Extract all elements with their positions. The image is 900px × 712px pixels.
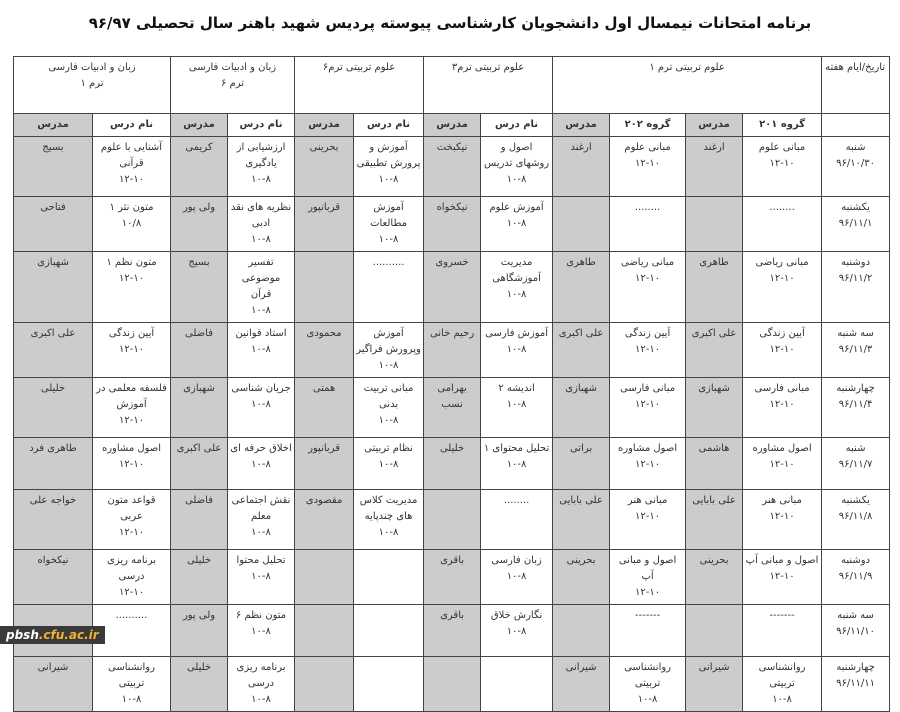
table-row — [14, 378, 890, 438]
exam-time: ۱۰-۸ — [506, 174, 527, 185]
teacher-cell — [424, 490, 481, 550]
exam-date: ۹۶/۱۱/۱ — [838, 218, 873, 229]
course-name: اخلاق حرفه ای — [230, 443, 292, 454]
course-cell — [481, 438, 553, 490]
course-name: اصول و روشهای تدریس — [484, 142, 550, 169]
course-name: اصول مشاوره — [101, 443, 162, 454]
course-cell — [481, 252, 553, 323]
teacher-cell: کریمی — [171, 137, 228, 197]
exam-time: ۱۲-۱۰ — [769, 399, 795, 410]
exam-time: ۱۰-۸ — [378, 174, 399, 185]
course-cell — [354, 252, 424, 323]
exam-time: ۱۰/۸ — [121, 218, 142, 229]
day-date-cell — [822, 490, 890, 550]
course-name: مبانی ریاضی — [755, 257, 809, 268]
course-name: تحلیل محتوای ۱ — [483, 443, 550, 454]
table-row — [14, 438, 890, 490]
group-label: زبان و ادبیات فارسی — [188, 62, 277, 73]
teacher-cell: علی اکبری — [686, 323, 743, 378]
course-cell — [93, 252, 171, 323]
course-cell — [481, 137, 553, 197]
course-name: مبانی ریاضی — [620, 257, 675, 268]
corner-label: تاریخ/ایام هفته — [822, 57, 890, 114]
teacher-cell: خلیلی — [171, 550, 228, 605]
exam-date: ۹۶/۱۱/۲ — [838, 273, 873, 284]
teacher-cell: فاضلی — [171, 490, 228, 550]
exam-time: ۱۲-۱۰ — [635, 273, 661, 284]
course-cell — [93, 438, 171, 490]
course-cell — [610, 378, 686, 438]
course-name: ........ — [634, 202, 661, 213]
exam-time: ۱۰-۸ — [378, 459, 399, 470]
teacher-cell: خسروی — [424, 252, 481, 323]
teacher-cell: علی بابایی — [686, 490, 743, 550]
teacher-cell: هاشمی — [686, 438, 743, 490]
teacher-cell: خلیلی — [424, 438, 481, 490]
exam-time: ۱۰-۸ — [251, 399, 271, 410]
day-date-cell — [822, 137, 890, 197]
course-cell — [93, 657, 171, 712]
course-name: مبانی فارسی — [754, 383, 810, 394]
course-cell — [743, 252, 822, 323]
header-teacher: مدرس — [14, 114, 93, 137]
course-cell — [743, 550, 822, 605]
course-name: ........ — [769, 202, 795, 213]
day-name: سه شنبه — [837, 610, 874, 621]
course-name: آشنایی با علوم قرآنی — [100, 142, 163, 169]
course-name: آموزش مطالعات — [370, 202, 408, 229]
day-name: چهارشنبه — [836, 662, 875, 673]
teacher-cell: شهبازی — [553, 378, 610, 438]
teacher-cell: ارغند — [553, 137, 610, 197]
course-name: استاد قوانین — [235, 328, 287, 339]
course-cell — [610, 657, 686, 712]
exam-time: ۱۲-۱۰ — [118, 174, 145, 185]
course-cell — [743, 438, 822, 490]
teacher-cell: نیکبخت — [424, 137, 481, 197]
course-name: قواعد متون عربی — [107, 495, 156, 522]
course-cell — [354, 657, 424, 712]
course-cell — [610, 197, 686, 252]
watermark-part2: .cfu.ac.ir — [38, 628, 99, 642]
header-course: نام درس — [228, 114, 295, 137]
course-cell — [610, 438, 686, 490]
course-name: مدیریت کلاس های چندپایه — [359, 495, 418, 522]
table-row — [14, 323, 890, 378]
teacher-cell: شیرانی — [686, 657, 743, 712]
exam-time: ۱۰-۸ — [378, 234, 399, 245]
course-cell — [481, 550, 553, 605]
day-name: شنبه — [845, 142, 866, 153]
course-name: آموزش وپرورش فراگیر — [356, 328, 421, 355]
exam-date: ۹۶/۱۱/۸ — [838, 511, 873, 522]
teacher-cell: رحیم خانی — [424, 323, 481, 378]
exam-time: ۱۲-۱۰ — [769, 511, 795, 522]
exam-time: ۱۲-۱۰ — [769, 571, 795, 582]
course-cell — [481, 378, 553, 438]
teacher-cell: علی بابایی — [553, 490, 610, 550]
course-cell — [228, 550, 295, 605]
exam-time: ۱۰-۸ — [378, 360, 399, 371]
course-cell — [228, 657, 295, 712]
course-cell — [354, 550, 424, 605]
course-name: تفسیر موضوعی قرآن — [241, 257, 281, 300]
course-name: ........ — [503, 495, 530, 506]
exam-time: ۱۲-۱۰ — [118, 587, 145, 598]
group-label: زبان و ادبیات فارسی — [48, 62, 136, 73]
course-cell — [743, 137, 822, 197]
course-name: مدیریت آموزشگاهی — [492, 257, 541, 284]
course-cell — [743, 657, 822, 712]
course-cell — [610, 252, 686, 323]
course-cell — [93, 323, 171, 378]
exam-time: ۱۲-۱۰ — [635, 459, 661, 470]
course-cell — [354, 197, 424, 252]
teacher-cell: طاهری — [553, 252, 610, 323]
course-cell — [228, 490, 295, 550]
course-name: اصول مشاوره — [618, 443, 678, 454]
exam-time: ۱۰-۸ — [637, 694, 658, 705]
teacher-cell: بهرامی نسب — [424, 378, 481, 438]
course-cell — [743, 605, 822, 657]
day-date-cell — [822, 323, 890, 378]
course-name: مبانی علوم — [624, 142, 671, 153]
header-teacher: مدرس — [424, 114, 481, 137]
course-cell — [610, 323, 686, 378]
exam-time: ۱۰-۸ — [506, 218, 527, 229]
group-educational-sciences-term-3: علوم تربیتی ترم۳ — [424, 57, 553, 114]
teacher-cell: بحرینی — [686, 550, 743, 605]
exam-date: ۹۶/۱۱/۷ — [838, 459, 873, 470]
course-cell — [610, 550, 686, 605]
day-date-cell — [822, 605, 890, 657]
table-row — [14, 605, 890, 657]
course-cell — [228, 137, 295, 197]
course-name: آیین زندگی — [108, 328, 155, 339]
header-course: نام درس — [93, 114, 171, 137]
course-cell — [228, 438, 295, 490]
exam-time: ۱۰-۸ — [121, 694, 142, 705]
teacher-cell — [686, 197, 743, 252]
exam-time: ۱۰-۸ — [251, 234, 271, 245]
teacher-cell: همتی — [295, 378, 354, 438]
teacher-cell: نیکخواه — [424, 197, 481, 252]
day-date-cell — [822, 378, 890, 438]
exam-time: ۱۲-۱۰ — [118, 527, 145, 538]
group-sub-label: ترم ۱ — [80, 78, 104, 89]
course-name: آموزش فارسی — [485, 328, 548, 339]
teacher-cell: محمودی — [295, 323, 354, 378]
watermark-part1: pbsh — [6, 628, 39, 642]
course-cell — [354, 438, 424, 490]
group-persian-literature-term-1 — [14, 57, 171, 114]
table-row — [14, 252, 890, 323]
course-cell — [354, 605, 424, 657]
table-row — [14, 490, 890, 550]
teacher-cell: بحرینی — [553, 550, 610, 605]
day-name: شنبه — [845, 443, 866, 454]
course-name: روانشناسی تربیتی — [758, 662, 806, 689]
teacher-cell: براتی — [553, 438, 610, 490]
exam-schedule-table — [13, 56, 890, 712]
course-name: .......... — [372, 257, 405, 268]
course-cell — [610, 490, 686, 550]
exam-date: ۹۶/۱۰/۳۰ — [836, 158, 876, 169]
course-name: نگارش خلاق — [490, 610, 543, 621]
day-name: یکشنبه — [841, 202, 870, 213]
course-cell — [228, 605, 295, 657]
course-cell — [743, 490, 822, 550]
group-persian-literature-term-6 — [171, 57, 295, 114]
course-name: متون نظم ۱ — [106, 257, 157, 268]
course-name: اصول و مبانی آپ — [745, 555, 819, 566]
exam-time: ۱۰-۸ — [506, 571, 527, 582]
exam-time: ۱۰-۸ — [251, 174, 271, 185]
day-date-cell — [822, 197, 890, 252]
day-name: یکشنبه — [841, 495, 870, 506]
course-cell — [228, 252, 295, 323]
header-group-202: گروه ۲۰۲ — [610, 114, 686, 137]
day-name: دوشنبه — [841, 555, 871, 566]
course-name: ------- — [634, 610, 661, 621]
teacher-cell: طاهری — [686, 252, 743, 323]
course-name: اندیشه ۲ — [498, 383, 535, 394]
exam-date: ۹۶/۱۱/۳ — [838, 344, 873, 355]
course-name: زبان فارسی — [491, 555, 542, 566]
exam-time: ۱۲-۱۰ — [635, 344, 661, 355]
course-cell — [481, 197, 553, 252]
exam-time: ۱۰-۸ — [251, 527, 271, 538]
course-name: آموزش و پرورش تطبیقی — [356, 142, 421, 169]
day-name: سه شنبه — [837, 328, 874, 339]
teacher-cell — [295, 657, 354, 712]
exam-time: ۱۲-۱۰ — [635, 158, 661, 169]
exam-time: ۱۰-۸ — [251, 626, 271, 637]
course-cell — [481, 657, 553, 712]
watermark — [0, 626, 105, 644]
header-teacher: مدرس — [686, 114, 743, 137]
exam-time: ۱۰-۸ — [506, 344, 527, 355]
header-group-201: گروه ۲۰۱ — [743, 114, 822, 137]
exam-time: ۱۰-۸ — [378, 527, 399, 538]
course-name: .......... — [115, 610, 148, 621]
exam-date: ۹۶/۱۱/۱۱ — [836, 678, 876, 689]
teacher-cell: باقری — [424, 605, 481, 657]
course-cell — [354, 323, 424, 378]
exam-time: ۱۰-۸ — [506, 289, 527, 300]
day-name: دوشنبه — [841, 257, 871, 268]
exam-time: ۱۲-۱۰ — [635, 511, 661, 522]
exam-time: ۱۰-۸ — [772, 694, 792, 705]
course-cell — [93, 197, 171, 252]
course-name: اصول مشاوره — [752, 443, 812, 454]
header-course: نام درس — [354, 114, 424, 137]
teacher-cell: شیرانی — [14, 657, 93, 712]
exam-time: ۱۰-۸ — [251, 459, 271, 470]
exam-time: ۱۲-۱۰ — [769, 158, 795, 169]
course-name: مبانی تربیت بدنی — [363, 383, 414, 410]
teacher-cell — [424, 657, 481, 712]
teacher-cell — [295, 605, 354, 657]
day-date-cell — [822, 657, 890, 712]
exam-time: ۱۰-۸ — [506, 399, 527, 410]
teacher-cell: فتاحی — [14, 197, 93, 252]
course-name: فلسفه معلمی در آموزش — [96, 383, 167, 410]
group-sub-label: ترم ۶ — [221, 78, 245, 89]
course-name: آیین زندگی — [759, 328, 805, 339]
exam-time: ۱۲-۱۰ — [118, 273, 145, 284]
header-date — [822, 114, 890, 137]
table-row — [14, 657, 890, 712]
course-name: ------- — [769, 610, 795, 621]
course-cell — [93, 550, 171, 605]
teacher-cell — [686, 605, 743, 657]
course-cell — [93, 378, 171, 438]
table-row — [14, 550, 890, 605]
teacher-cell: خلیلی — [14, 378, 93, 438]
exam-time: ۱۲-۱۰ — [635, 587, 661, 598]
exam-date: ۹۶/۱۱/۴ — [838, 399, 873, 410]
course-cell — [743, 197, 822, 252]
exam-time: ۱۲-۱۰ — [769, 459, 795, 470]
course-name: اصول و مبانی آپ — [618, 555, 677, 582]
course-cell — [610, 605, 686, 657]
teacher-cell: ولی پور — [171, 605, 228, 657]
course-name: متون نظم ۶ — [235, 610, 287, 621]
course-name: تحلیل محتوا — [236, 555, 286, 566]
teacher-cell: خواجه علی — [14, 490, 93, 550]
exam-time: ۱۰-۸ — [251, 694, 271, 705]
day-date-cell — [822, 438, 890, 490]
group-educational-sciences-term-1: علوم تربیتی ترم ۱ — [553, 57, 822, 114]
teacher-cell: باقری — [424, 550, 481, 605]
teacher-cell: قربانپور — [295, 197, 354, 252]
teacher-cell: قربانپور — [295, 438, 354, 490]
teacher-cell: ولی پور — [171, 197, 228, 252]
course-name: مبانی فارسی — [620, 383, 676, 394]
day-name: چهارشنبه — [836, 383, 875, 394]
course-cell — [228, 378, 295, 438]
teacher-cell — [553, 605, 610, 657]
course-name: روانشناسی تربیتی — [624, 662, 672, 689]
header-teacher: مدرس — [553, 114, 610, 137]
exam-time: ۱۲-۱۰ — [118, 344, 145, 355]
teacher-cell: بسیج — [14, 137, 93, 197]
day-date-cell — [822, 252, 890, 323]
teacher-cell: ارغند — [686, 137, 743, 197]
exam-date: ۹۶/۱۱/۹ — [838, 571, 873, 582]
course-cell — [610, 137, 686, 197]
teacher-cell: بسیج — [171, 252, 228, 323]
course-cell — [481, 323, 553, 378]
teacher-cell: نیکخواه — [14, 550, 93, 605]
teacher-cell — [295, 252, 354, 323]
schedule-rows — [14, 137, 890, 712]
exam-time: ۱۲-۱۰ — [635, 399, 661, 410]
course-name: مبانی هنر — [627, 495, 668, 506]
group-header-row — [14, 57, 890, 114]
course-name: مبانی علوم — [758, 142, 806, 153]
course-name: آیین زندگی — [624, 328, 671, 339]
course-name: نظام تربیتی — [364, 443, 413, 454]
teacher-cell: علی اکبری — [553, 323, 610, 378]
exam-time: ۱۰-۸ — [251, 305, 271, 316]
exam-date: ۹۶/۱۱/۱۰ — [836, 626, 876, 637]
group-educational-sciences-term-6: علوم تربیتی ترم۶ — [295, 57, 424, 114]
exam-time: ۱۰-۸ — [506, 626, 527, 637]
teacher-cell — [295, 550, 354, 605]
teacher-cell: شیرانی — [553, 657, 610, 712]
exam-time: ۱۰-۸ — [378, 415, 399, 426]
teacher-cell: خلیلی — [171, 657, 228, 712]
teacher-cell: علی اکبری — [14, 323, 93, 378]
course-cell — [228, 323, 295, 378]
header-course: نام درس — [481, 114, 553, 137]
page-title: برنامه امتحانات نیمسال اول دانشجویان کارشناسی پیوسته پردیس شهید باهنر سال تحصیلی ۹۶/۹۷ — [88, 14, 812, 32]
teacher-cell: شهبازی — [171, 378, 228, 438]
column-header-row — [14, 114, 890, 137]
teacher-cell: طاهری فرد — [14, 438, 93, 490]
course-name: مبانی هنر — [762, 495, 802, 506]
course-cell — [93, 490, 171, 550]
course-name: برنامه ریزی درسی — [236, 662, 286, 689]
course-name: برنامه ریزی درسی — [107, 555, 156, 582]
course-cell — [743, 378, 822, 438]
exam-time: ۱۲-۱۰ — [769, 273, 795, 284]
exam-time: ۱۲-۱۰ — [769, 344, 795, 355]
course-name: ارزشیابی از یادگیری — [236, 142, 286, 169]
course-cell — [354, 378, 424, 438]
table-row — [14, 137, 890, 197]
course-cell — [354, 490, 424, 550]
course-name: جریان شناسی — [231, 383, 291, 394]
course-cell — [481, 490, 553, 550]
course-name: متون نثر ۱ — [109, 202, 154, 213]
course-name: آموزش علوم — [489, 202, 544, 213]
teacher-cell — [553, 197, 610, 252]
teacher-cell: شهبازی — [686, 378, 743, 438]
exam-time: ۱۰-۸ — [251, 344, 271, 355]
day-date-cell — [822, 550, 890, 605]
course-name: روانشناسی تربیتی — [108, 662, 155, 689]
header-teacher: مدرس — [171, 114, 228, 137]
course-cell — [481, 605, 553, 657]
course-cell — [354, 137, 424, 197]
header-teacher: مدرس — [295, 114, 354, 137]
exam-time: ۱۲-۱۰ — [118, 459, 145, 470]
teacher-cell: علی اکبری — [171, 438, 228, 490]
exam-time: ۱۰-۸ — [251, 571, 271, 582]
exam-time: ۱۲-۱۰ — [118, 415, 145, 426]
course-cell — [228, 197, 295, 252]
course-name: نظریه های نقد ادبی — [230, 202, 292, 229]
course-name: نقش اجتماعی معلم — [231, 495, 291, 522]
teacher-cell: شهبازی — [14, 252, 93, 323]
teacher-cell: فاضلی — [171, 323, 228, 378]
course-cell — [743, 323, 822, 378]
teacher-cell: بحرینی — [295, 137, 354, 197]
course-cell — [93, 137, 171, 197]
table-row — [14, 197, 890, 252]
exam-time: ۱۰-۸ — [506, 459, 527, 470]
teacher-cell: مقصودی — [295, 490, 354, 550]
